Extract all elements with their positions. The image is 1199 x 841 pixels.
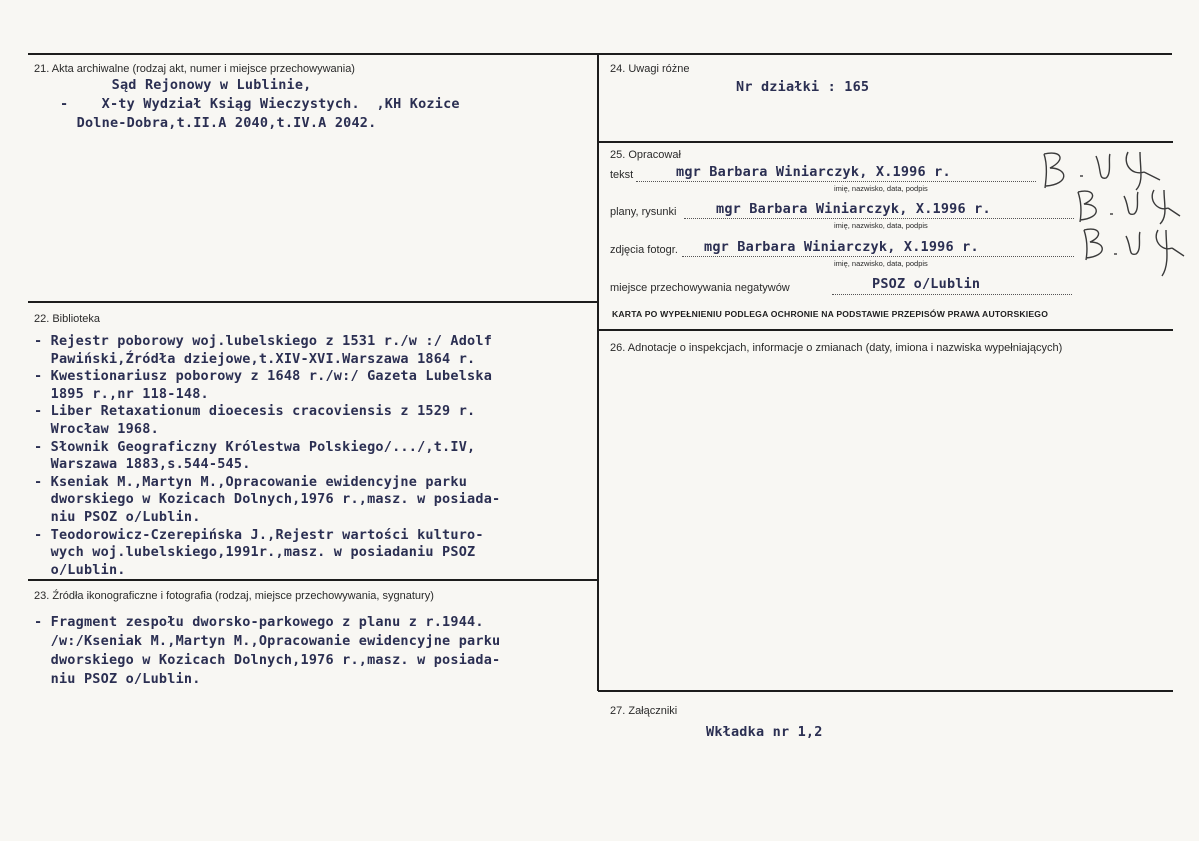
top-rule: [28, 53, 1172, 55]
section-21-line-1: Sąd Rejonowy w Lublinie,: [70, 77, 312, 93]
biblio-line: Warszawa 1883,s.544-545.: [34, 456, 251, 473]
section-21-label: 21. Akta archiwalne (rodzaj akt, numer i miejsce przechowywania): [34, 63, 355, 75]
biblio-line: Wrocław 1968.: [34, 421, 159, 437]
section-26-label: 26. Adnotacje o inspekcjach, informacje o zmianach (daty, imiona i nazwiska wypełniających): [610, 342, 1063, 354]
biblio-line: dworskiego w Kozicach Dolnych,1976 r.,masz. w posiada-: [34, 491, 501, 508]
tekst-value: mgr Barbara Winiarczyk, X.1996 r.: [676, 164, 951, 180]
section-22-label: 22. Biblioteka: [34, 313, 101, 325]
biblio-line: Pawiński,Źródła dziejowe,t.XIV-XVI.Warszawa 1864 r.: [34, 350, 476, 367]
tekst-label: tekst: [610, 169, 634, 181]
section-27-label: 27. Załączniki: [610, 705, 678, 717]
icono-line: - Fragment zespołu dworsko-parkowego z planu z r.1944.: [34, 614, 484, 630]
rule-22-23: [28, 579, 598, 581]
center-divider: [597, 53, 599, 691]
icono-line: niu PSOZ o/Lublin.: [34, 671, 201, 687]
negatywy-value: PSOZ o/Lublin: [872, 276, 981, 292]
section-21-line-2: - X-ty Wydział Ksiąg Wieczystych. ,KH Kozice: [60, 96, 460, 112]
biblio-line: wych woj.lubelskiego,1991r.,masz. w posiadaniu PSOZ: [34, 544, 476, 561]
biblio-line: - Rejestr poborowy woj.lubelskiego z 1531 r./w :/ Adolf: [34, 333, 493, 349]
section-24-label: 24. Uwagi różne: [610, 63, 690, 75]
tekst-caption: imię, nazwisko, data, podpis: [834, 184, 928, 193]
rule-25-26: [598, 329, 1173, 331]
zdjecia-label: zdjęcia fotogr.: [610, 244, 678, 256]
plany-caption: imię, nazwisko, data, podpis: [834, 221, 928, 230]
biblio-line: 1895 r.,nr 118-148.: [34, 385, 209, 402]
section-21-line-3: Dolne-Dobra,t.II.A 2040,t.IV.A 2042.: [60, 115, 377, 131]
signature-2: [1072, 186, 1182, 226]
plany-value: mgr Barbara Winiarczyk, X.1996 r.: [716, 201, 991, 217]
biblio-line: - Kseniak M.,Martyn M.,Opracowanie ewidencyjne parku: [34, 473, 468, 490]
biblio-line: - Liber Retaxationum dioecesis cracoviensis z 1529 r.: [34, 403, 476, 420]
biblio-line: - Teodorowicz-Czerepińska J.,Rejestr wartości kulturo-: [34, 526, 484, 543]
biblio-line: niu PSOZ o/Lublin.: [34, 509, 201, 525]
rule-21-22: [28, 301, 598, 303]
zdjecia-caption: imię, nazwisko, data, podpis: [834, 259, 928, 268]
biblio-line: - Kwestionariusz poborowy z 1648 r./w:/ Gazeta Lubelska: [34, 368, 493, 385]
section-27-value: Wkładka nr 1,2: [706, 724, 823, 740]
negatywy-dotted-line: [832, 294, 1072, 295]
section-23-label: 23. Źródła ikonograficzne i fotografia (rodzaj, miejsce przechowywania, sygnatury): [34, 590, 434, 602]
biblio-line: - Słownik Geograficzny Królestwa Polskiego/.../,t.IV,: [34, 438, 476, 455]
signature-3: [1078, 224, 1188, 280]
negatywy-label: miejsce przechowywania negatywów: [610, 282, 790, 294]
section-24-value: Nr działki : 165: [736, 79, 870, 95]
section-25-label: 25. Opracował: [610, 149, 681, 161]
rule-26-27: [598, 690, 1173, 692]
plany-label: plany, rysunki: [610, 206, 677, 218]
icono-line: dworskiego w Kozicach Dolnych,1976 r.,masz. w posiada-: [34, 652, 501, 668]
icono-line: /w:/Kseniak M.,Martyn M.,Opracowanie ewidencyjne parku: [34, 633, 501, 649]
biblio-line: o/Lublin.: [34, 561, 126, 578]
rule-24-25: [598, 141, 1173, 143]
copyright-warning: KARTA PO WYPEŁNIENIU PODLEGA OCHRONIE NA PODSTAWIE PRZEPISÓW PRAWA AUTORSKIEGO: [612, 309, 1049, 319]
zdjecia-value: mgr Barbara Winiarczyk, X.1996 r.: [704, 239, 979, 255]
